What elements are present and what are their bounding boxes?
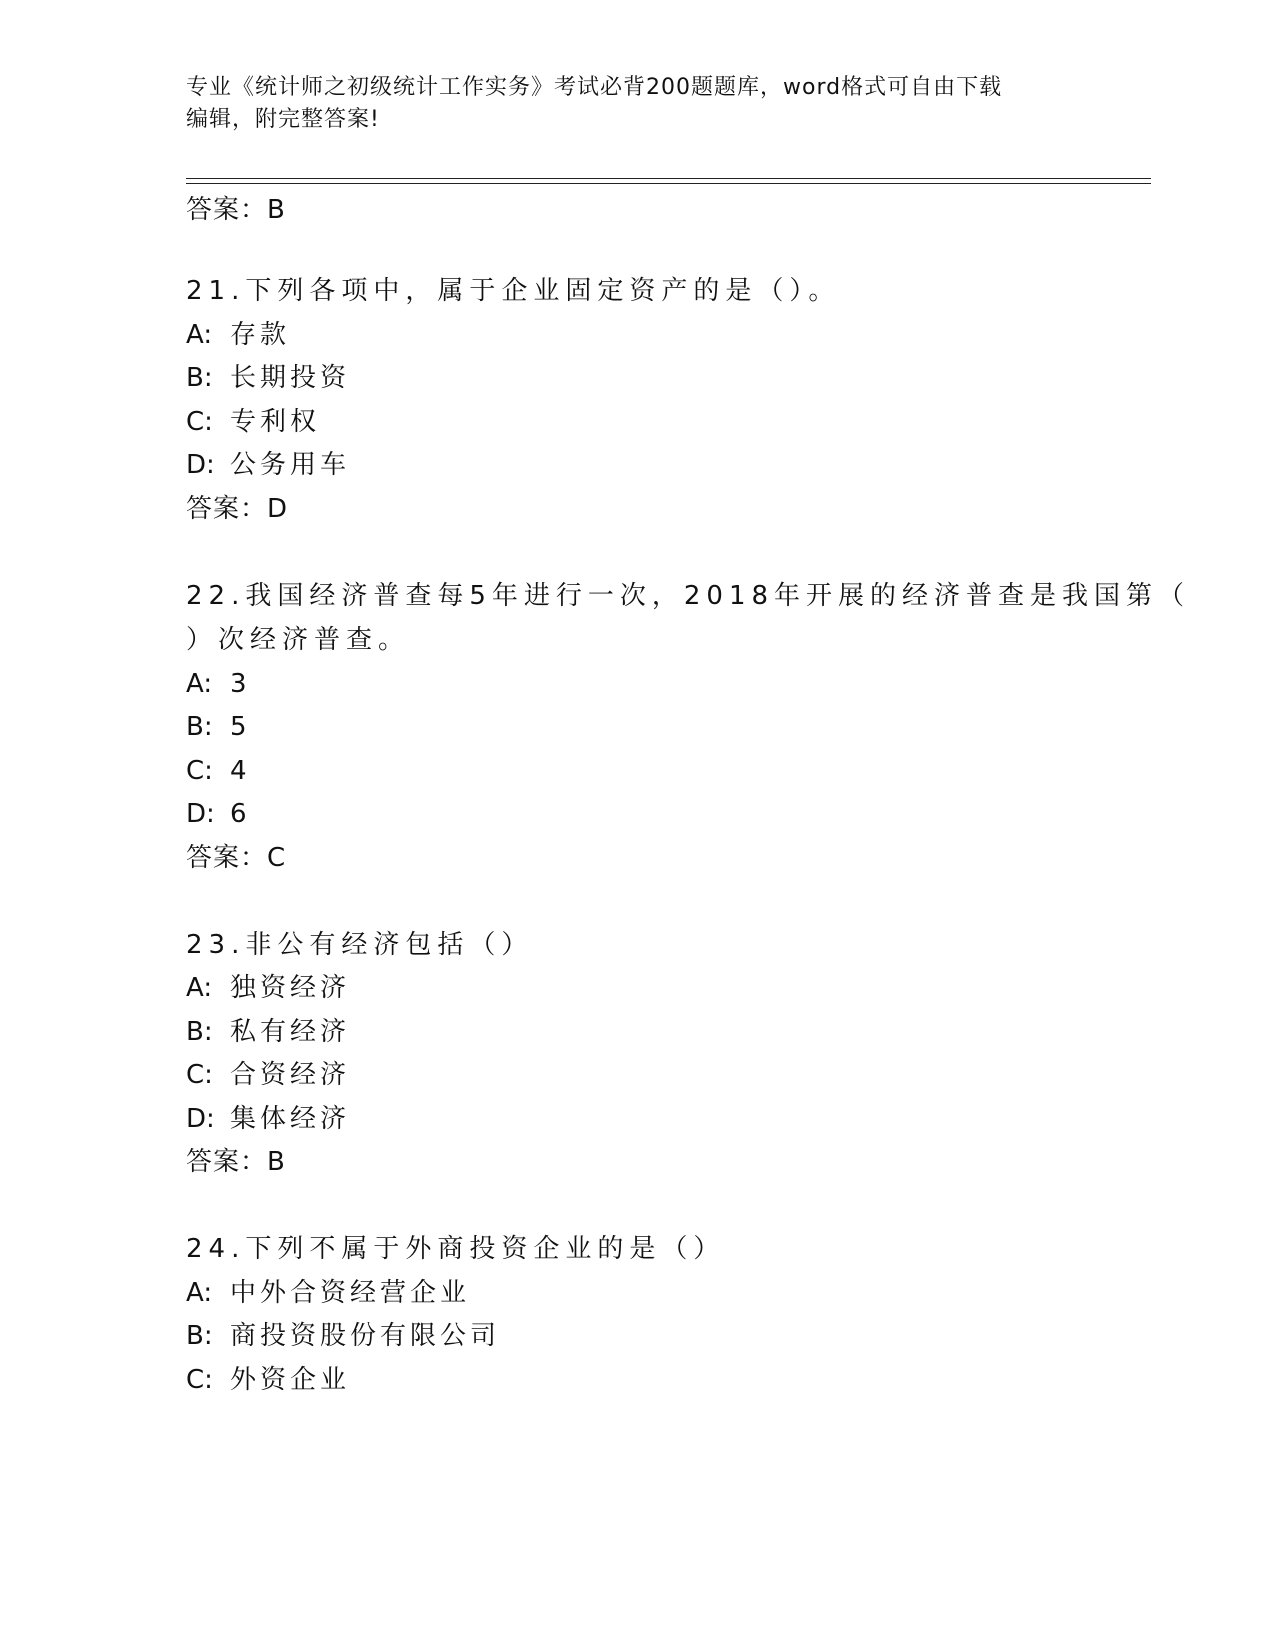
option-text: 专利权 bbox=[230, 407, 321, 437]
option-label: C: bbox=[186, 1060, 213, 1090]
option-label: B: bbox=[186, 712, 213, 742]
header-line-1: 专业《统计师之初级统计工作实务》考试必背200题题库，word格式可自由下载 bbox=[186, 75, 1003, 100]
question-22-option-a bbox=[186, 666, 251, 702]
answer-previous: 答案：B bbox=[186, 195, 286, 225]
option-label: D: bbox=[186, 450, 215, 480]
question-21-option-d bbox=[186, 447, 350, 483]
option-text: 中外合资经营企业 bbox=[230, 1278, 471, 1308]
option-text: 存款 bbox=[230, 320, 291, 350]
question-24-option-c bbox=[186, 1362, 350, 1398]
question-22-option-d bbox=[186, 796, 251, 832]
question-21-text: 21.下列各项中，属于企业固定资产的是（）。 bbox=[186, 276, 841, 306]
question-23-option-c bbox=[186, 1057, 350, 1093]
question-23-answer: 答案：B bbox=[186, 1147, 286, 1177]
question-21-option-a bbox=[186, 317, 290, 353]
option-label: D: bbox=[186, 1104, 215, 1134]
option-label: A: bbox=[186, 320, 213, 350]
option-text: 4 bbox=[230, 756, 251, 786]
option-text: 独资经济 bbox=[230, 973, 351, 1003]
option-text: 3 bbox=[230, 669, 251, 699]
header-rule-top bbox=[186, 178, 1151, 179]
option-label: B: bbox=[186, 1321, 213, 1351]
question-21-answer: 答案：D bbox=[186, 494, 289, 524]
option-text: 私有经济 bbox=[230, 1017, 351, 1047]
option-text: 5 bbox=[230, 712, 251, 742]
option-text: 公务用车 bbox=[230, 450, 351, 480]
option-label: A: bbox=[186, 669, 213, 699]
header-line-2: 编辑，附完整答案! bbox=[186, 107, 380, 132]
option-label: D: bbox=[186, 799, 215, 829]
option-label: C: bbox=[186, 756, 213, 786]
question-23-option-b bbox=[186, 1014, 350, 1050]
question-21-option-b bbox=[186, 360, 350, 396]
option-label: A: bbox=[186, 1278, 213, 1308]
option-text: 长期投资 bbox=[230, 363, 351, 393]
option-text: 集体经济 bbox=[230, 1104, 351, 1134]
question-23-option-a bbox=[186, 970, 350, 1006]
question-22-option-c bbox=[186, 753, 251, 789]
option-label: B: bbox=[186, 363, 213, 393]
option-text: 商投资股份有限公司 bbox=[230, 1321, 501, 1351]
option-label: A: bbox=[186, 973, 213, 1003]
question-22-text-line-1: 22.我国经济普查每5年进行一次，2018年开展的经济普查是我国第（ bbox=[186, 581, 1191, 611]
question-23-option-d bbox=[186, 1101, 350, 1137]
question-21-option-c bbox=[186, 404, 320, 440]
document-header bbox=[186, 72, 1066, 136]
question-24-option-a bbox=[186, 1275, 470, 1311]
option-text: 外资企业 bbox=[230, 1365, 351, 1395]
option-text: 6 bbox=[230, 799, 251, 829]
question-22-option-b bbox=[186, 709, 251, 745]
question-22-answer: 答案：C bbox=[186, 843, 287, 873]
question-23-text: 23.非公有经济包括（） bbox=[186, 930, 534, 960]
option-text: 合资经济 bbox=[230, 1060, 351, 1090]
question-22-text-line-2: ）次经济普查。 bbox=[186, 625, 411, 655]
option-label: B: bbox=[186, 1017, 213, 1047]
question-24-option-b bbox=[186, 1318, 500, 1354]
header-rule-bottom bbox=[186, 183, 1151, 184]
option-label: C: bbox=[186, 407, 213, 437]
question-24-text: 24.下列不属于外商投资企业的是（） bbox=[186, 1234, 726, 1264]
option-label: C: bbox=[186, 1365, 213, 1395]
